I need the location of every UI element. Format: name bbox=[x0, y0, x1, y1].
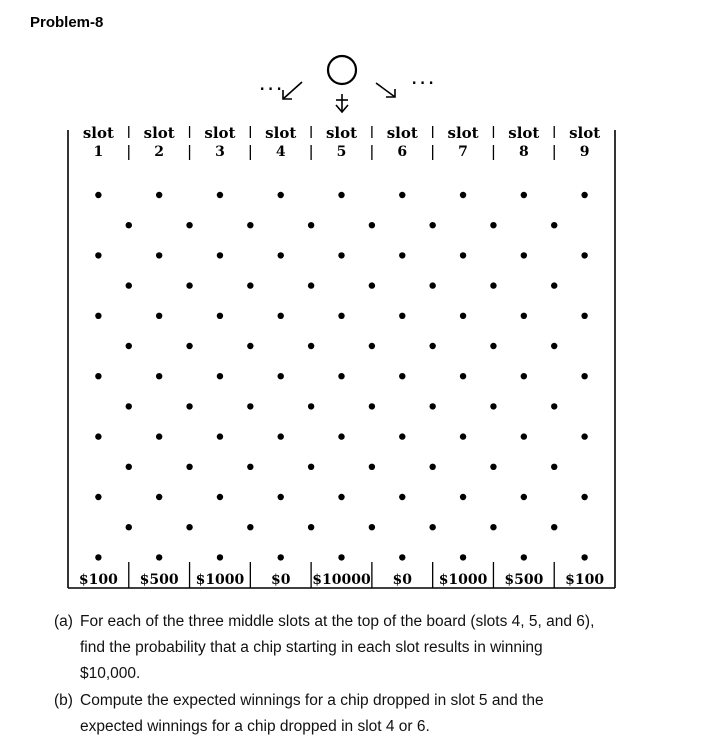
peg bbox=[217, 192, 223, 198]
slot-number-6: 6 bbox=[397, 144, 408, 160]
peg bbox=[460, 252, 466, 258]
peg bbox=[551, 222, 557, 228]
peg bbox=[186, 222, 192, 228]
slot-word-6: slot bbox=[386, 124, 418, 142]
question-a-label: (a) bbox=[54, 613, 73, 630]
slot-word-8: slot bbox=[508, 124, 540, 142]
question-a-line-2: find the probability that a chip starting in each slot results in winning bbox=[80, 639, 543, 656]
peg bbox=[217, 554, 223, 560]
peg bbox=[126, 403, 132, 409]
peg bbox=[490, 222, 496, 228]
peg bbox=[278, 373, 284, 379]
peg bbox=[95, 433, 101, 439]
peg bbox=[490, 524, 496, 530]
peg bbox=[490, 343, 496, 349]
slot-number-8: 8 bbox=[518, 144, 529, 160]
peg bbox=[521, 252, 527, 258]
peg bbox=[429, 524, 435, 530]
peg bbox=[247, 464, 253, 470]
down-arrow-icon bbox=[336, 94, 348, 112]
prize-label-8: $500 bbox=[504, 572, 544, 588]
peg bbox=[460, 554, 466, 560]
peg bbox=[247, 343, 253, 349]
peg bbox=[156, 494, 162, 500]
chip-icon bbox=[328, 56, 356, 84]
peg bbox=[551, 524, 557, 530]
peg bbox=[126, 222, 132, 228]
peg bbox=[156, 313, 162, 319]
peg bbox=[521, 192, 527, 198]
peg bbox=[369, 403, 375, 409]
peg bbox=[278, 494, 284, 500]
peg bbox=[95, 373, 101, 379]
peg bbox=[460, 373, 466, 379]
peg bbox=[247, 282, 253, 288]
prize-label-7: $1000 bbox=[438, 572, 488, 588]
peg bbox=[399, 252, 405, 258]
peg bbox=[490, 403, 496, 409]
peg bbox=[338, 554, 344, 560]
peg bbox=[186, 464, 192, 470]
peg bbox=[338, 192, 344, 198]
prize-labels bbox=[79, 562, 604, 588]
peg bbox=[369, 464, 375, 470]
slot-number-7: 7 bbox=[458, 144, 468, 160]
peg bbox=[581, 433, 587, 439]
peg bbox=[278, 313, 284, 319]
peg bbox=[490, 282, 496, 288]
peg bbox=[399, 373, 405, 379]
slot-labels bbox=[83, 124, 600, 160]
peg bbox=[429, 282, 435, 288]
prize-label-1: $100 bbox=[78, 572, 118, 588]
peg bbox=[278, 433, 284, 439]
peg bbox=[429, 464, 435, 470]
peg bbox=[156, 192, 162, 198]
slot-number-9: 9 bbox=[579, 144, 590, 160]
peg bbox=[186, 343, 192, 349]
peg bbox=[551, 464, 557, 470]
peg bbox=[217, 433, 223, 439]
peg bbox=[581, 252, 587, 258]
peg bbox=[581, 373, 587, 379]
peg bbox=[278, 252, 284, 258]
peg bbox=[247, 403, 253, 409]
peg bbox=[126, 464, 132, 470]
dots-right: ... bbox=[410, 72, 436, 88]
peg bbox=[369, 222, 375, 228]
peg bbox=[521, 554, 527, 560]
peg bbox=[429, 403, 435, 409]
slot-word-3: slot bbox=[204, 124, 236, 142]
peg bbox=[369, 343, 375, 349]
peg bbox=[217, 373, 223, 379]
prize-label-5: $10000 bbox=[312, 572, 371, 588]
peg bbox=[399, 554, 405, 560]
question-a-line-1: For each of the three middle slots at the top of the board (slots 4, 5, and 6), bbox=[80, 613, 595, 630]
left-arrow-icon bbox=[283, 82, 302, 99]
question-b-line-2: expected winnings for a chip dropped in slot 4 or 6. bbox=[80, 718, 430, 735]
question-b bbox=[54, 688, 694, 742]
peg bbox=[308, 524, 314, 530]
peg bbox=[308, 282, 314, 288]
slot-word-2: slot bbox=[143, 124, 175, 142]
peg bbox=[156, 554, 162, 560]
peg bbox=[521, 433, 527, 439]
peg bbox=[95, 252, 101, 258]
peg bbox=[308, 403, 314, 409]
peg bbox=[399, 433, 405, 439]
dots-left: ... bbox=[258, 78, 284, 94]
peg bbox=[338, 252, 344, 258]
peg bbox=[581, 192, 587, 198]
peg bbox=[490, 464, 496, 470]
slot-number-1: 1 bbox=[93, 144, 104, 160]
question-a-line-3: $10,000. bbox=[80, 665, 141, 682]
peg bbox=[186, 524, 192, 530]
peg bbox=[460, 192, 466, 198]
peg bbox=[429, 343, 435, 349]
peg bbox=[460, 433, 466, 439]
peg bbox=[217, 252, 223, 258]
peg bbox=[460, 494, 466, 500]
prize-label-4: $0 bbox=[270, 572, 291, 588]
slot-number-4: 4 bbox=[275, 144, 286, 160]
peg bbox=[278, 192, 284, 198]
peg bbox=[126, 282, 132, 288]
peg bbox=[95, 313, 101, 319]
question-b-line-1: Compute the expected winnings for a chip dropped in slot 5 and the bbox=[80, 692, 544, 709]
peg bbox=[399, 313, 405, 319]
peg bbox=[247, 524, 253, 530]
slot-word-1: slot bbox=[82, 124, 114, 142]
peg bbox=[126, 524, 132, 530]
peg bbox=[217, 313, 223, 319]
peg bbox=[551, 343, 557, 349]
peg bbox=[308, 464, 314, 470]
question-a bbox=[54, 609, 694, 689]
peg bbox=[399, 494, 405, 500]
peg bbox=[247, 222, 253, 228]
peg bbox=[126, 343, 132, 349]
peg bbox=[369, 282, 375, 288]
peg bbox=[521, 373, 527, 379]
peg bbox=[338, 433, 344, 439]
peg bbox=[217, 494, 223, 500]
peg bbox=[551, 403, 557, 409]
prize-label-3: $1000 bbox=[195, 572, 245, 588]
peg bbox=[521, 494, 527, 500]
peg bbox=[308, 222, 314, 228]
prize-label-9: $100 bbox=[565, 572, 605, 588]
slot-number-2: 2 bbox=[154, 144, 165, 160]
peg bbox=[399, 192, 405, 198]
slot-word-4: slot bbox=[265, 124, 297, 142]
peg bbox=[581, 313, 587, 319]
peg bbox=[581, 494, 587, 500]
question-b-label: (b) bbox=[54, 692, 73, 709]
right-arrow-icon bbox=[376, 83, 395, 97]
peg bbox=[581, 554, 587, 560]
peg bbox=[338, 373, 344, 379]
peg bbox=[95, 554, 101, 560]
peg bbox=[308, 343, 314, 349]
peg bbox=[369, 524, 375, 530]
slot-word-5: slot bbox=[325, 124, 358, 142]
peg bbox=[186, 282, 192, 288]
peg bbox=[551, 282, 557, 288]
peg bbox=[278, 554, 284, 560]
prize-label-2: $500 bbox=[139, 572, 179, 588]
slot-word-9: slot bbox=[569, 124, 601, 142]
problem-title: Problem-8 bbox=[30, 14, 104, 31]
peg bbox=[95, 192, 101, 198]
peg bbox=[429, 222, 435, 228]
pegs bbox=[95, 192, 588, 561]
prize-label-6: $0 bbox=[392, 572, 413, 588]
peg bbox=[460, 313, 466, 319]
peg bbox=[521, 313, 527, 319]
peg bbox=[186, 403, 192, 409]
slot-number-5: 5 bbox=[336, 144, 347, 160]
peg bbox=[95, 494, 101, 500]
slot-number-3: 3 bbox=[215, 144, 225, 160]
peg bbox=[156, 252, 162, 258]
peg bbox=[156, 433, 162, 439]
slot-word-7: slot bbox=[447, 124, 479, 142]
peg bbox=[338, 313, 344, 319]
peg bbox=[156, 373, 162, 379]
peg bbox=[338, 494, 344, 500]
